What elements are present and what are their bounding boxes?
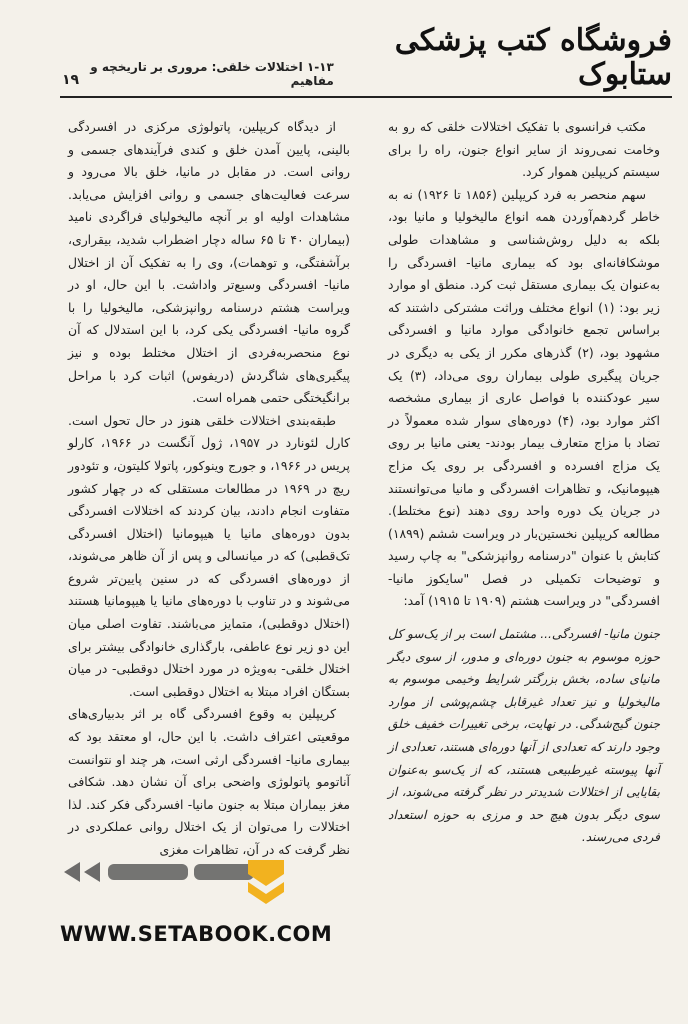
store-title: فروشگاه کتب پزشکی ستابوک bbox=[394, 23, 672, 92]
block-quote: جنون مانیا- افسردگی... مشتمل است بر از یک‌سو کل حوزه موسوم به جنون دوره‌ای و مدور، از سوی دیگر مانیای ساده، بخش بزرگتر شرایط وخیمی موسوم به مالیخولیا و نیز تعداد غیرقابل چشم‌پوشی از موارد جنون گیج‌شدگی. در نهایت، برخی تغییرات خفیف خلق وجود دارند که تعدادی از آنها دوره‌ای هستند، تعدادی از آنها پیوسته غیرطبیعی هستند، که از یک‌سو به‌عنوان بقایایی از اختلالات شدیدتر در نظر گرفته می‌شوند، از سوی دیگر بدون هیچ حد و مرزی به حوزه استعداد فردی می‌رسند. bbox=[388, 627, 660, 845]
paragraph: سهم منحصر به فرد کریپلین (۱۸۵۶ تا ۱۹۲۶) نه به خاطر گردهم‌آوردن همه انواع مالیخولیا و مانیا بود، بلکه به دلیل روش‌شناسی و مشاهدات طولی موشکافانه‌ای بود که بیماری مانیا- افسردگی را به‌عنوان یک بیماری مستقل ثبت کرد. منطق او موارد زیر بود: (۱) انواع مختلف وراثت مشترکی داشتند که براساس تجمع خانوادگی موارد مانیا و افسردگی مشهود بود، (۲) گذرهای مکرر از یکی به دیگری در جریان پیگیری طولی بیماران روی می‌داد، (۳) یک سیر عودکننده با فواصل عاری از بیماری مشخصه اکثر موارد بود، (۴) دوره‌های سوار شده معمولاً در تضاد با مزاج متعارف بیمار بودند- یعنی مانیا بر روی یک مزاج افسرده و افسردگی بر روی یک مزاج هیپومانیک، و تظاهرات افسردگی و مانیا می‌توانستند در جریان یک دوره واحد روی دهند (نوع مختلط). مطالعه کریپلین نخستین‌بار در ویراست ششم (۱۸۹۹) کتابش با عنوان "درسنامه روانپزشکی" به چاپ رسید و توضیحات تکمیلی در فصل "سایکوز مانیا- افسردگی" در ویراست هشتم (۱۹۰۹ تا ۱۹۱۵) آمد: bbox=[388, 186, 661, 609]
chapter-title: ۱-۱۳ اختلالات خلقی: مروری بر تاریخچه و مفاهیم bbox=[90, 60, 334, 88]
paragraph: مکتب فرانسوی با تفکیک اختلالات خلقی که رو به وخامت نمی‌روند از سایر انواع جنون، راه را برای سیستم کریپلین هموار کرد. bbox=[388, 119, 660, 180]
right-column bbox=[388, 116, 660, 849]
paragraph: از دیدگاه کریپلین، پاتولوژی مرکزی در افسردگی بالینی، پایین آمدن خلق و کندی فرآیندهای جسمی و روانی است. در مقابل در مانیا، خلق بالا می‌رود و سرعت فعالیت‌های جسمی و روانی افزایش می‌یابد. مشاهدات اولیه او بر آنچه مالیخولیای فراگردی نامید (بیماران ۴۰ تا ۶۵ ساله دچار اضطراب شدید، بیقراری، برآشفتگی، و توهمات)، وی را به تفکیک آن از اختلال مانیا- افسردگی وسیع‌تر واداشت. با این حال، او در ویراست هشتم درسنامه روانپزشکی، مالیخولیا را با گروه مانیا- افسردگی یکی کرد، با این استدلال که آن نوع منحصربه‌فردی از اختلال مختلط بوده و نیز پیگیری‌های شاگردش (دریفوس) اثبات کرد با مراحل برانگیختگی حتمی همراه است. bbox=[68, 119, 350, 406]
paragraph: کریپلین به وقوع افسردگی گاه بر اثر بدبیاری‌های موقعیتی اعتراف داشت. با این حال، او معتقد بود که بیماری مانیا- افسردگی ارثی است، هر چند او نتوانست آناتومو پاتولوژی واضحی برای آن نشان دهد. شکافی مغز بیماران مبتلا به جنون مانیا- افسردگی فکر کند. لذا اختلالات را می‌توان از یک اختلال روانی عملکردی در نظر گرفت که در آن، تظاهرات مغزی bbox=[68, 706, 350, 857]
watermark bbox=[50, 852, 350, 972]
paragraph: طبقه‌بندی اختلالات خلقی هنوز در حال تحول است. کارل لئونارد در ۱۹۵۷، ژول آنگست در ۱۹۶۶، کارلو پریس در ۱۹۶۶، و جورج وینوکور، پاتولا کلیتون، و تئودور ریچ در ۱۹۶۹ در مطالعات مستقلی که در چهار کشور متفاوت انجام دادند، بیان کردند که اختلالات افسردگی بدون دوره‌های مانیا یا هیپومانیا (اختلال افسردگی تک‌قطبی) که در میانسالی و پس از آن ظاهر می‌شوند، از دوره‌های افسردگی که در سنین پایین‌تر شروع می‌شوند و در تناوب با دوره‌های مانیا یا هیپومانیا هستند (اختلال دوقطبی)، متمایز می‌باشند. تفاوت اصلی میان این دو زیر نوع عاطفی، بارگذاری خانوادگی بیشتر برای اختلال خلقی- به‌ویژه در مورد اختلال دوقطبی- در میان بستگان افراد مبتلا به اختلال دوقطبی است. bbox=[68, 412, 351, 699]
page-number: ۱۹ bbox=[62, 72, 80, 88]
header-titles bbox=[79, 24, 672, 92]
setabook-logo-icon bbox=[58, 852, 298, 922]
watermark-url: WWW.SETABOOK.COM bbox=[60, 922, 333, 946]
header-divider bbox=[60, 96, 672, 98]
left-column bbox=[68, 116, 350, 862]
page-header bbox=[60, 23, 672, 92]
